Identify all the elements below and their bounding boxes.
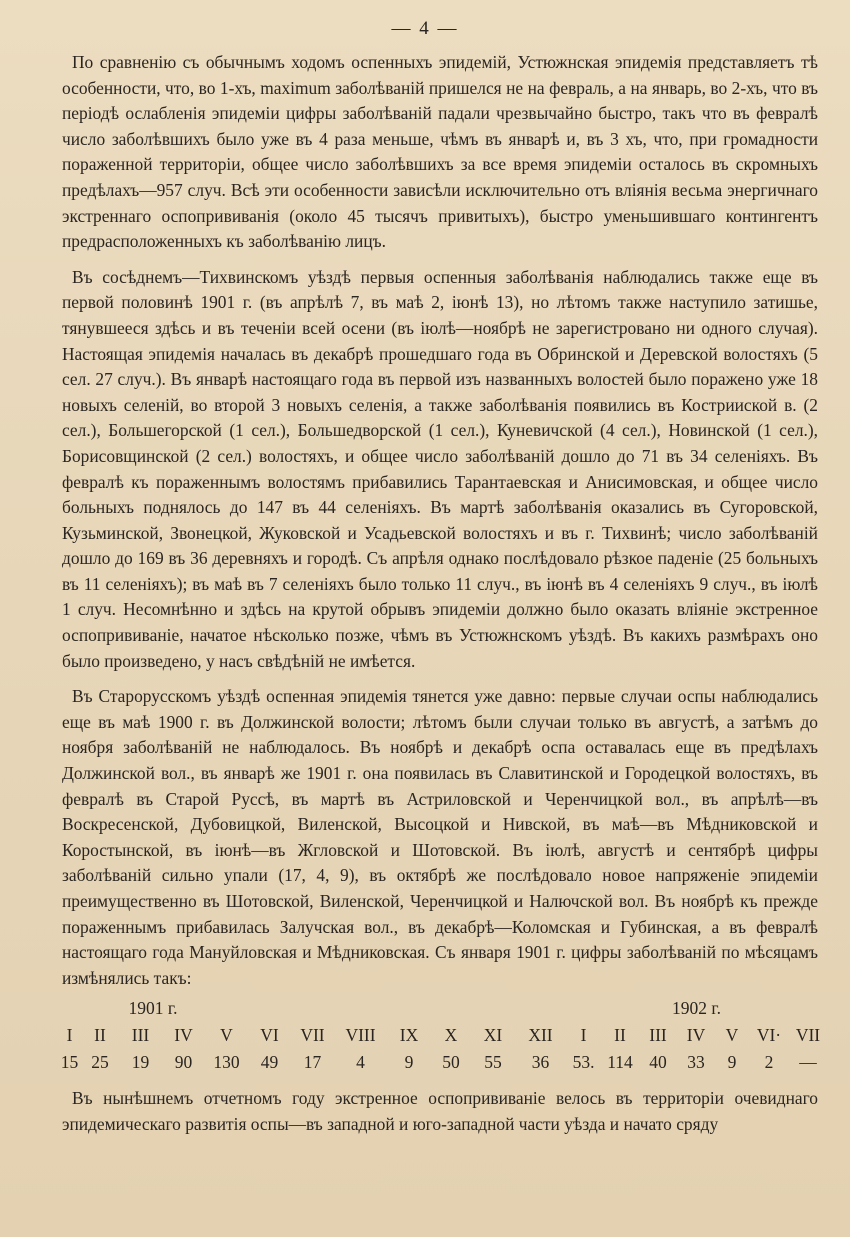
year-header-row <box>58 995 827 1022</box>
year-1901: 1901 г. <box>128 998 178 1019</box>
month-cell: XII <box>528 1025 553 1046</box>
month-cell: II <box>614 1025 626 1046</box>
month-cell: V <box>725 1025 739 1046</box>
paragraph-tikhvin: Въ сосѣднемъ—Тихвинскомъ уѣздѣ первыя оспенныя заболѣванія наблюдались также еще въ первой половинѣ 1901 г. (въ апрѣлѣ 7, въ маѣ 2, іюнѣ 13), но лѣтомъ также наступило затишье, тянувшееся здѣсь и въ теченіи всей осени (въ іюлѣ—ноябрѣ не зарегистровано ни одного случая). Настоящая эпидемія началась въ декабрѣ прошедшаго года въ Обринской и Деревской волостяхъ (5 сел. 27 случ.). Въ январѣ настоящаго года въ первой изъ названныхъ волостей было поражено уже 18 новыхъ селеній, во второй 3 новыхъ селенія, а также заболѣванія появились въ Кострииской в. (2 сел.), Большегорской (1 сел.), Большедворской (1 сел.), Куневичской (4 сел.), Новинской (1 сел.), Борисовщинской (2 сел.) волостяхъ, и общее число заболѣваній дошло до 71 въ 34 селеніяхъ. Въ февралѣ къ пораженнымъ волостямъ прибавились Тарантаевская и Анисимовская, и общее число больныхъ поднялось до 147 въ 44 селеніяхъ. Въ мартѣ заболѣванія оказались въ Сугоровской, Кузьминской, Звонецкой, Жуковской и Усадьевской волостяхъ и въ г. Тихвинѣ; число заболѣваній дошло до 169 въ 36 деревняхъ и городѣ. Съ апрѣля однако послѣдовало рѣзкое паденіе (25 больныхъ въ 11 селеніяхъ); въ маѣ въ 7 селеніяхъ было только 11 случ., въ іюнѣ въ 4 селеніяхъ 9 случ., въ іюлѣ 1 случ. Несомнѣнно и здѣсь на крутой обрывъ эпидеміи должно было оказать вліяніе экстренное оспопрививаніе, начатое нѣсколько позже, чѣмъ въ Устюжнскомъ уѣздѣ. Въ какихъ размѣрахъ оно было произведено, у насъ свѣдѣній не имѣется. <box>62 266 818 671</box>
months-row <box>58 1022 827 1049</box>
paragraph-vaccination: Въ нынѣшнемъ отчетномъ году экстренное оспопрививаніе велось въ территоріи очевиднаго эпидемическаго развитія оспы—въ западной и юго-западной части уѣзда и начато сряду <box>62 1088 818 1134</box>
page-number: — 4 — <box>391 18 459 39</box>
month-cell: VI· <box>756 1025 782 1046</box>
month-cell: III <box>649 1025 667 1046</box>
month-cell: IX <box>399 1025 419 1046</box>
value-cell: 50 <box>442 1052 460 1073</box>
value-cell: 19 <box>131 1052 150 1073</box>
month-cell: II <box>94 1025 106 1046</box>
value-cell: 36 <box>531 1052 550 1073</box>
value-cell: 49 <box>260 1052 279 1073</box>
month-cell: XI <box>483 1025 503 1046</box>
value-cell: 53. <box>572 1052 595 1073</box>
value-cell: 9 <box>404 1052 414 1073</box>
monthly-cases-table <box>58 995 827 1076</box>
value-cell: 4 <box>356 1052 365 1073</box>
paragraph-staraya-russa: Въ Старорусскомъ уѣздѣ оспенная эпидемія тянется уже давно: первые случаи оспы наблюдались еще въ маѣ 1900 г. въ Должинской волости; лѣтомъ были случаи только въ августѣ, а затѣмъ до ноября заболѣваній не наблюдалось. Въ ноябрѣ и декабрѣ оспа оставалась еще въ предѣлахъ Должинской вол., въ январѣ же 1901 г. она появилась въ Славитинской и Городецкой волостяхъ, въ февралѣ въ Старой Руссѣ, въ мартѣ въ Астриловской и Черенчицкой вол., въ апрѣлѣ—въ Воскресенской, Дубовицкой, Виленской, Высоцкой и Нивской, въ маѣ—въ Мѣдниковской и Коростынской, въ іюнѣ—въ Жгловской и Шотовской. Въ іюлѣ, августѣ и сентябрѣ цифры заболѣваній сильно упали (17, 4, 9), въ октябрѣ же послѣдовало новое напряженіе эпидеміи преимущественно въ Шотовской, Виленской, Черенчицкой и Налючской вол. Въ ноябрѣ къ прежде пораженнымъ прибавилась Залучская вол., въ декабрѣ—Коломская и Губинская, а въ февралѣ настоящаго года Мануйловская и Мѣдниковская. Съ января 1901 г. цифры заболѣваній по мѣсяцамъ измѣнялись такъ: <box>62 686 818 988</box>
month-cell: X <box>444 1025 458 1046</box>
value-cell: 114 <box>607 1052 633 1073</box>
value-cell: 25 <box>91 1052 109 1073</box>
value-cell: 9 <box>727 1052 737 1073</box>
month-cell: IV <box>174 1025 193 1046</box>
month-cell: IV <box>686 1025 706 1046</box>
value-cell: 55 <box>484 1052 502 1073</box>
value-cell: 15 <box>60 1052 79 1073</box>
value-cell: 90 <box>174 1052 193 1073</box>
value-cell: 130 <box>213 1052 240 1073</box>
value-cell: 33 <box>687 1052 705 1073</box>
value-cell: — <box>799 1052 817 1073</box>
paragraph-ustyuzhna: По сравненію съ обычнымъ ходомъ оспенныхъ эпидемій, Устюжнская эпидемія представляетъ тѣ особенности, что, во 1-хъ, maximum заболѣваній пришелся не на февраль, а на январь, во 2-хъ, что въ періодѣ ослабленія эпидеміи цифры заболѣваній падали чрезвычайно быстро, такъ что въ февралѣ число заболѣвшихъ было уже въ 4 раза меньше, чѣмъ въ январѣ и, въ 3 хъ, что, при громадности пораженной территоріи, общее число заболѣвшихъ за все время эпидеміи осталось въ скромныхъ предѣлахъ—957 случ. Всѣ эти особенности зависѣли исключительно отъ вліянія весьма энергичнаго экстреннаго оспопрививанія (около 45 тысячъ привитыхъ), быстро уменьшившаго контингентъ предрасположенныхъ къ заболѣванію лицъ. <box>62 52 818 252</box>
month-cell: V <box>220 1025 233 1046</box>
month-cell: I <box>66 1025 73 1046</box>
year-1902: 1902 г. <box>672 998 721 1019</box>
month-cell: VI <box>260 1025 279 1046</box>
value-cell: 40 <box>649 1052 667 1073</box>
month-cell: VII <box>795 1025 821 1046</box>
values-row <box>58 1049 827 1076</box>
month-cell: VIII <box>345 1025 376 1046</box>
value-cell: 17 <box>303 1052 322 1073</box>
month-cell: III <box>131 1025 150 1046</box>
month-cell: I <box>580 1025 587 1046</box>
value-cell: 2 <box>764 1052 774 1073</box>
month-cell: VII <box>300 1025 325 1046</box>
